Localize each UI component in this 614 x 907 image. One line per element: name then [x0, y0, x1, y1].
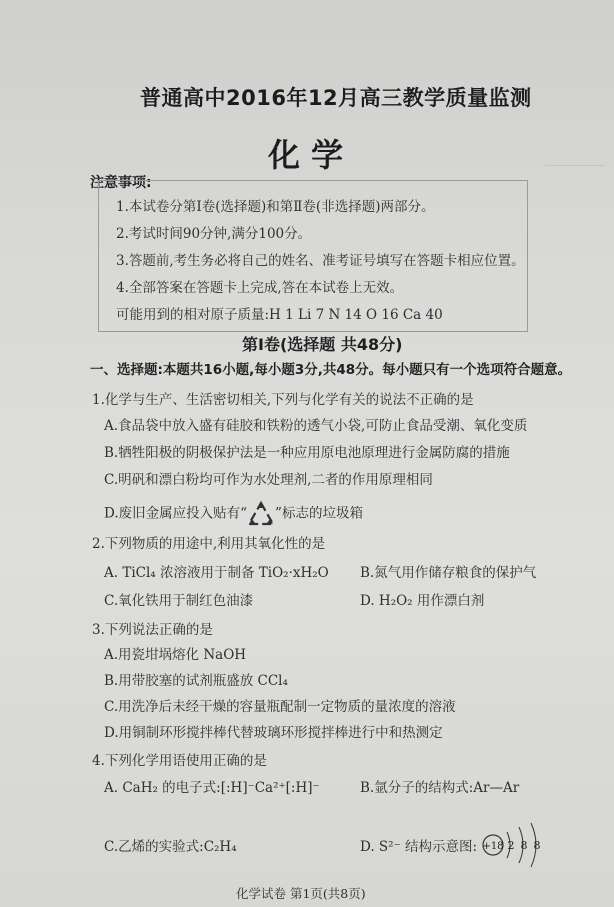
ion-nucleus: +18	[482, 841, 504, 852]
bleed-through-mark	[545, 165, 605, 286]
q4-option-b: B.氩分子的结构式:Ar—Ar	[360, 780, 520, 796]
q3-option-d: D.用铜制环形搅拌棒代替玻璃环形搅拌棒进行中和热测定	[104, 725, 443, 741]
ion-shell-1: 2	[507, 839, 515, 852]
q4-stem: 4.下列化学用语使用正确的是	[92, 753, 267, 769]
q3-stem: 3.下列说法正确的是	[92, 622, 213, 638]
notes-item-1: 1.本试卷分第Ⅰ卷(选择题)和第Ⅱ卷(非选择题)两部分。	[116, 199, 435, 215]
q1-option-d-suffix: ”标志的垃圾箱	[275, 505, 363, 522]
q1-option-a: A.食品袋中放入盛有硅胶和铁粉的透气小袋,可防止食品受潮、氧化变质	[104, 418, 528, 434]
subject-title: 化 学	[268, 136, 344, 174]
recycle-icon	[247, 500, 275, 528]
q4-option-c: C.乙烯的实验式:C₂H₄	[104, 839, 237, 855]
exam-title: 普通高中2016年12月高三教学质量监测	[140, 86, 532, 110]
ion-structure-diagram	[481, 820, 547, 870]
q4-option-a: A. CaH₂ 的电子式:[:H]⁻Ca²⁺[:H]⁻	[104, 780, 320, 796]
q2-option-b: B.氮气用作储存粮食的保护气	[360, 565, 537, 581]
atomic-masses: 可能用到的相对原子质量:H 1 Li 7 N 14 O 16 Ca 40	[116, 307, 443, 323]
notes-item-2: 2.考试时间90分钟,满分100分。	[116, 226, 312, 242]
q3-option-a: A.用瓷坩埚熔化 NaOH	[104, 647, 247, 663]
q1-stem: 1.化学与生产、生活密切相关,下列与化学有关的说法不正确的是	[92, 392, 474, 408]
section-title: 第Ⅰ卷(选择题 共48分)	[242, 335, 403, 354]
q4-option-d-prefix: D. S²⁻ 结构示意图:	[360, 839, 478, 855]
notes-item-3: 3.答题前,考生务必将自己的姓名、准考证号填写在答题卡相应位置。	[116, 253, 525, 269]
q2-option-d: D. H₂O₂ 用作漂白剂	[360, 593, 485, 609]
q1-option-b: B.牺牲阳极的阴极保护法是一种应用原电池原理进行金属防腐的措施	[104, 445, 510, 461]
q2-option-a: A. TiCl₄ 浓溶液用于制备 TiO₂·xH₂O	[104, 565, 329, 581]
ion-shell-2: 8	[520, 839, 528, 852]
ion-shell-3: 8	[533, 839, 541, 852]
q1-option-d	[104, 500, 363, 528]
q1-option-d-prefix: D.废旧金属应投入贴有“	[104, 505, 248, 522]
q4-option-d	[360, 820, 547, 870]
q2-stem: 2.下列物质的用途中,利用其氧化性的是	[92, 536, 326, 552]
q1-option-c: C.明矾和漂白粉均可作为水处理剂,二者的作用原理相同	[104, 472, 433, 488]
notes-heading: 注意事项:	[90, 175, 152, 191]
page-footer: 化学试卷 第1页(共8页)	[236, 886, 366, 901]
section-instruction: 一、选择题:本题共16小题,每小题3分,共48分。每小题只有一个选项符合题意。	[90, 362, 572, 378]
q2-option-c: C.氧化铁用于制红色油漆	[104, 593, 254, 609]
notes-item-4: 4.全部答案在答题卡上完成,答在本试卷上无效。	[116, 280, 404, 296]
q3-option-c: C.用洗净后未经干燥的容量瓶配制一定物质的量浓度的溶液	[104, 699, 456, 715]
q3-option-b: B.用带胶塞的试剂瓶盛放 CCl₄	[104, 673, 288, 689]
